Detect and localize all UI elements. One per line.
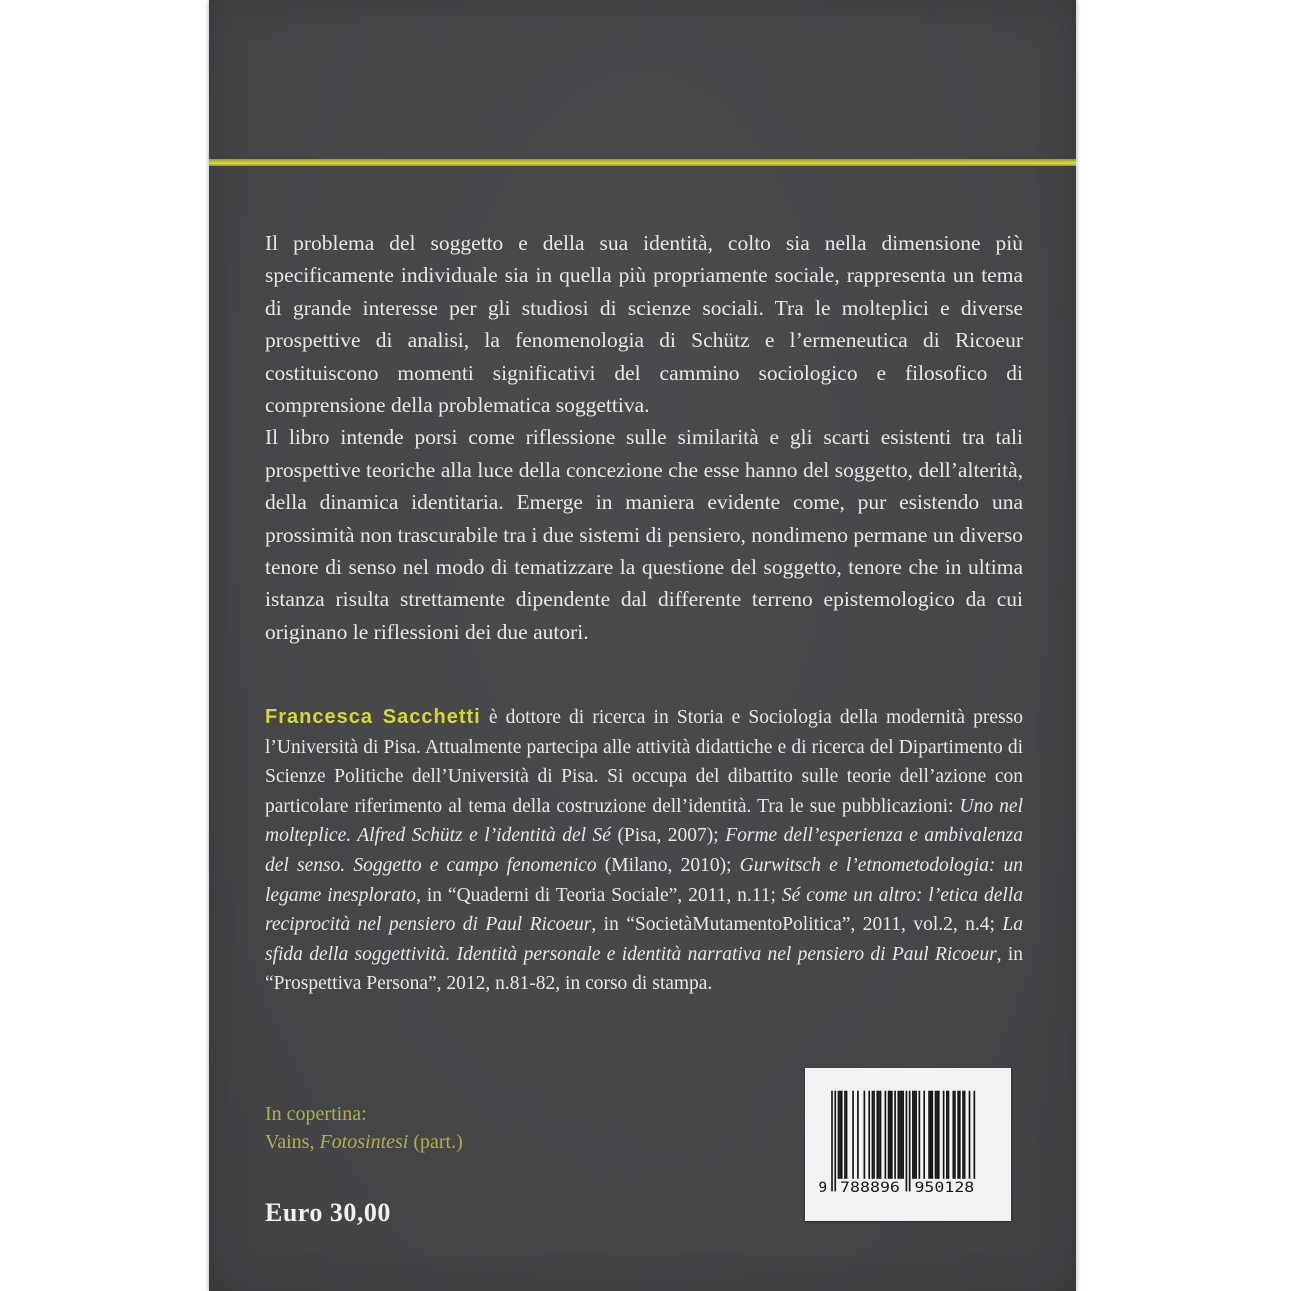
bio-text-segment: (Pisa, 2007); xyxy=(610,825,726,847)
author-bio xyxy=(265,703,1023,999)
accent-line xyxy=(209,159,1076,166)
bio-text-segment: Uno nel molteplice. Alfred Schütz e l’identità del Sé xyxy=(265,795,1023,847)
bio-text-segment: Fotosintesi xyxy=(319,1131,409,1153)
bio-text-segment: è dottore di ricerca in Storia e Sociologia della modernità presso l’Università di Pisa. Attualmente partecipa alle attività didattiche e di ricerca del Dipartimento di Scienze Politiche dell’Università di Pisa. Si occupa del dibattito sulle teorie dell’azione con particolare riferimento al tema della costruzione dell’identità. Tra le sue pubblicazioni: xyxy=(265,707,1024,817)
barcode-digits: 788896 xyxy=(840,1180,900,1197)
book-description xyxy=(265,227,1023,648)
bio-text-segment: Forme dell’esperienza e ambivalenza del senso. Soggetto e campo fenomenico xyxy=(265,825,1023,876)
cover-credit-artwork xyxy=(265,1128,765,1156)
bio-text-segment: Vains, xyxy=(265,1131,320,1153)
barcode-svg xyxy=(815,1086,1001,1204)
bio-text-segment: Sé come un altro: l’etica della reciprocità nel pensiero di Paul Ricoeur xyxy=(265,884,1023,936)
bio-text-segment: La sfida della soggettività. Identità personale e identità narrativa nel pensiero di Paul Ricoeur xyxy=(265,914,1023,965)
description-paragraph-1: Il problema del soggetto e della sua identità, colto sia nella dimensione più specificamente individuale sia in quella più propriamente sociale, rappresenta un tema di grande interesse per gli studiosi di scienze sociali. Tra le molteplici e diverse prospettive di analisi, la fenomenologia di Schütz e l’ermeneutica di Ricoeur costituiscono momenti significativi del cammino sociologico e filosofico di comprensione della problematica soggettiva. xyxy=(265,231,1023,418)
barcode-digits: 950128 xyxy=(914,1180,975,1197)
barcode-digits: 9 xyxy=(818,1180,828,1197)
book-back-cover xyxy=(209,0,1076,1291)
bio-text-segment: Francesca Sacchetti xyxy=(265,706,481,728)
bio-text-segment: , in “SocietàMutamentoPolitica”, 2011, vol.2, n.4; xyxy=(591,914,1003,936)
cover-credit xyxy=(265,1100,765,1156)
bio-text-segment: , in “Prospettiva Persona”, 2012, n.81-82, in corso di stampa. xyxy=(265,943,1024,995)
cover-credit-label: In copertina: xyxy=(265,1103,367,1125)
bio-text-segment: (Milano, 2010); xyxy=(596,854,740,876)
bio-text-segment: (part.) xyxy=(408,1131,463,1153)
price-label: Euro 30,00 xyxy=(265,1198,391,1227)
barcode xyxy=(805,1068,1011,1221)
description-paragraph-2: Il libro intende porsi come riflessione sulle similarità e gli scarti esistenti tra tali prospettive teoriche alla luce della concezione che esse hanno del soggetto, dell’alterità, della dinamica identitaria. Emerge in maniera evidente come, pur esistendo una prossimità non trascurabile tra i due sistemi di pensiero, nondimeno permane un diverso tenore di senso nel modo di tematizzare la questione del soggetto, tenore che in ultima istanza risulta strettamente dipendente dal differente terreno epistemologico da cui originano le riflessioni dei due autori. xyxy=(265,425,1023,644)
bio-text-segment: , in “Quaderni di Teoria Sociale”, 2011, n.11; xyxy=(416,884,782,906)
bio-text-segment: Gurwitsch e l’etnometodologia: un legame inesplorato xyxy=(265,854,1024,906)
